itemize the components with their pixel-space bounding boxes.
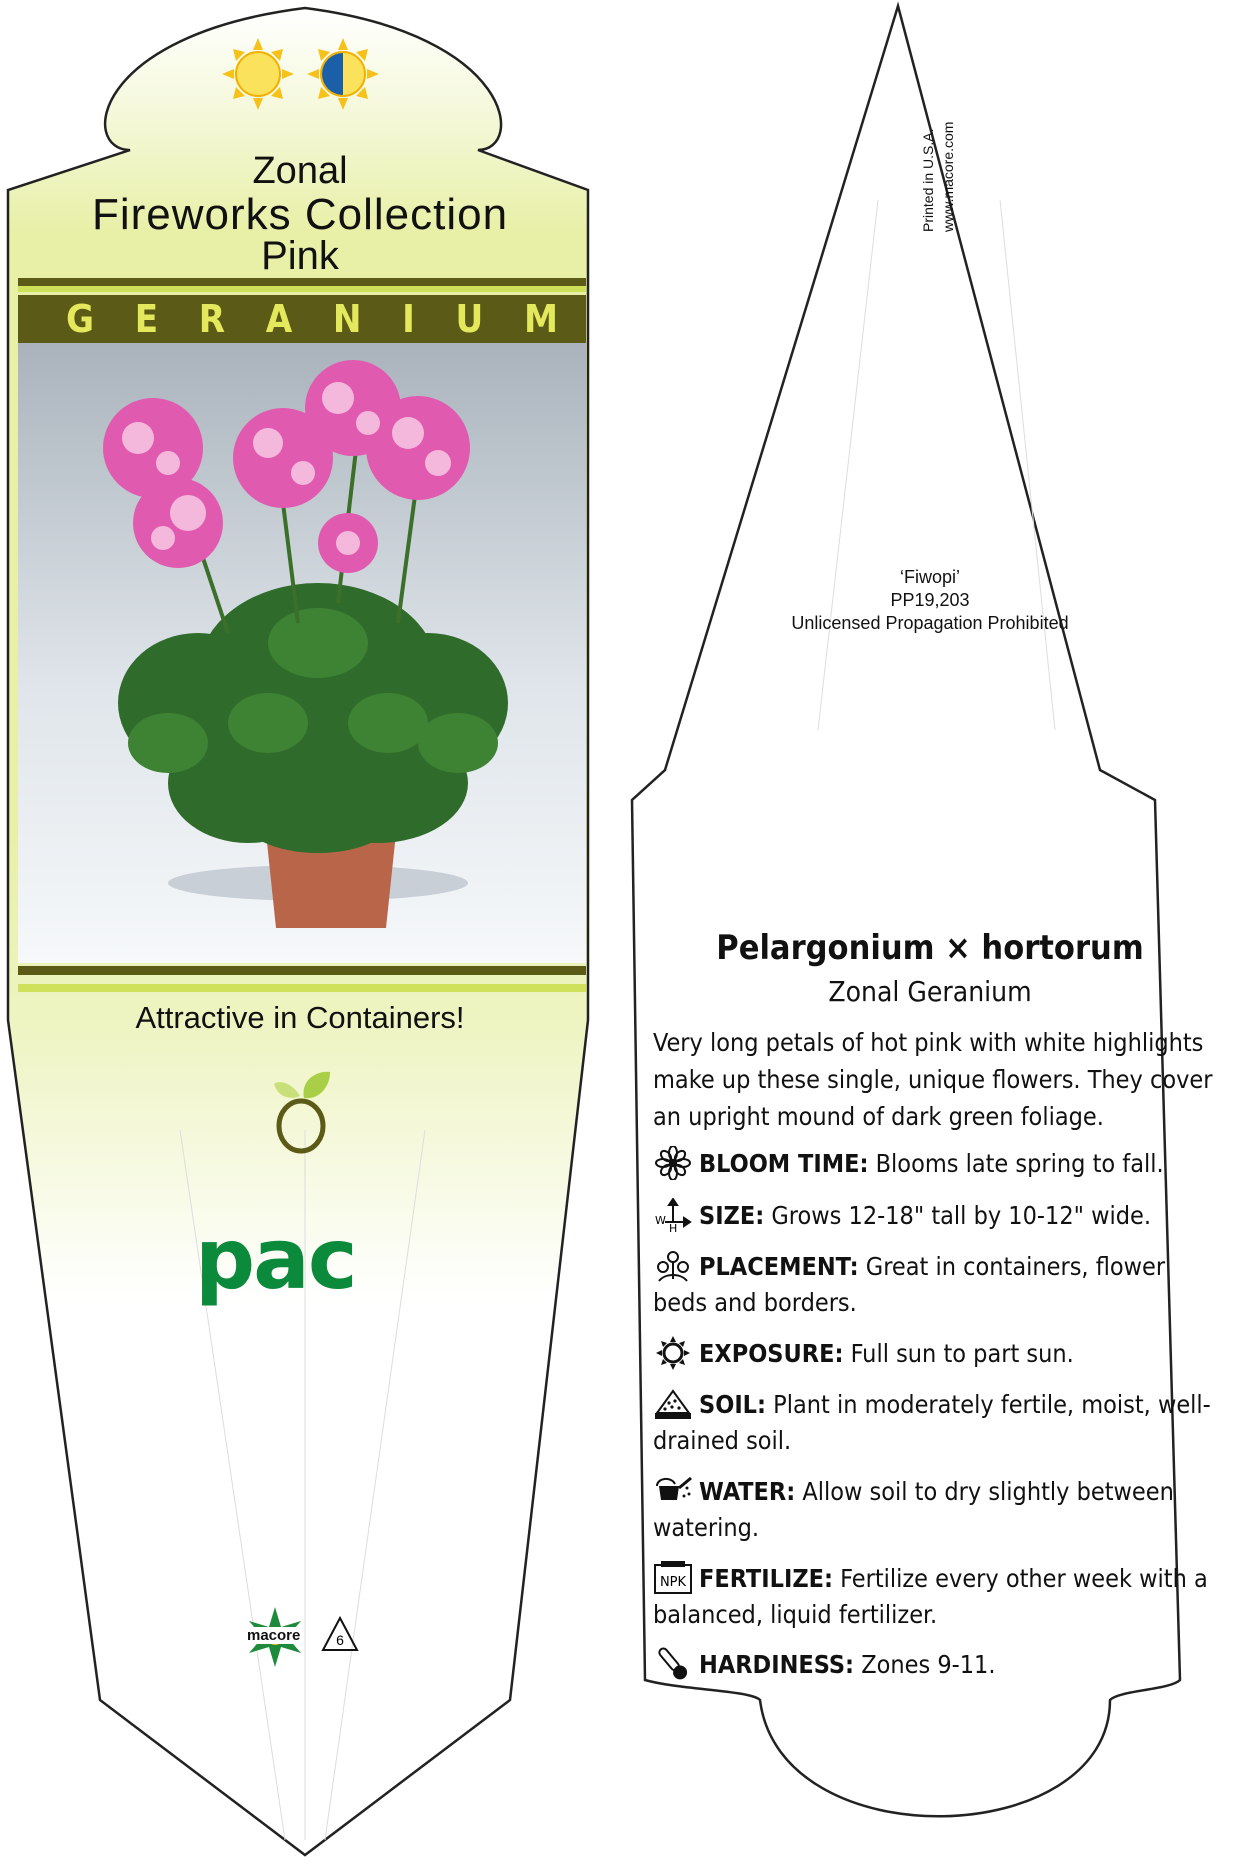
care-text: Great in containers, flower beds and borders. <box>653 1252 1166 1317</box>
size-icon <box>653 1198 693 1232</box>
care-item-bloom <box>653 1146 1213 1182</box>
title-divider <box>18 278 586 286</box>
placement-icon <box>653 1249 693 1283</box>
care-label: FERTILIZE: <box>699 1564 834 1593</box>
care-text: Full sun to part sun. <box>843 1339 1074 1368</box>
care-label: SOIL: <box>699 1390 767 1419</box>
care-text: Allow soil to dry slightly between watering. <box>653 1477 1174 1542</box>
tagline: Attractive in Containers! <box>135 1000 465 1035</box>
printed-line-1: Printed in U.S.A. <box>920 128 936 232</box>
photo-divider <box>18 966 586 975</box>
recycle-number: 6 <box>336 1632 344 1648</box>
care-label: SIZE: <box>699 1201 765 1230</box>
printed-line-2: www.macore.com <box>940 121 956 232</box>
pac-brand-logo: pac <box>195 1210 356 1308</box>
soil-icon <box>653 1387 693 1421</box>
care-item-soil <box>653 1387 1213 1459</box>
scientific-name: Pelargonium × hortorum <box>716 928 1144 968</box>
title-divider-light <box>18 286 586 292</box>
care-item-size <box>653 1198 1213 1234</box>
care-label: WATER: <box>699 1477 796 1506</box>
size-icon-w: W <box>655 1214 666 1227</box>
genus-letter: A <box>265 297 293 341</box>
care-label: EXPOSURE: <box>699 1339 844 1368</box>
cultivar-name: ‘Fiwopi’ <box>899 567 960 587</box>
genus-letter: R <box>198 297 226 341</box>
care-text: Plant in moderately fertile, moist, well-drained soil. <box>653 1390 1211 1455</box>
patent-number: PP19,203 <box>890 590 970 610</box>
photo-divider-light <box>18 984 586 992</box>
genus-letter: G <box>66 297 95 341</box>
care-item-hardiness <box>653 1647 1213 1683</box>
propagation-notice: Unlicensed Propagation Prohibited <box>791 613 1069 633</box>
common-name: Zonal Geranium <box>828 975 1032 1008</box>
genus-letter: E <box>134 297 159 341</box>
genus-letter: I <box>402 297 415 341</box>
hardiness-icon <box>653 1647 693 1681</box>
genus-letter: M <box>523 297 558 341</box>
genus-band <box>18 295 586 343</box>
title-line-2: Fireworks Collection <box>91 190 509 239</box>
care-text: Zones 9-11. <box>854 1650 996 1679</box>
fertilize-icon <box>653 1561 693 1595</box>
bloom-icon <box>653 1146 693 1180</box>
genus-letter: N <box>332 297 362 341</box>
care-item-placement <box>653 1249 1213 1321</box>
care-text: Grows 12-18" tall by 10-12" wide. <box>764 1201 1152 1230</box>
care-item-fertilize <box>653 1561 1213 1633</box>
care-label: HARDINESS: <box>699 1650 855 1679</box>
care-text: Fertilize every other week with a balanced, liquid fertilizer. <box>653 1564 1208 1629</box>
exposure-icon <box>653 1336 693 1370</box>
care-label: PLACEMENT: <box>699 1252 859 1281</box>
water-icon <box>653 1474 693 1508</box>
size-icon-h: H <box>669 1222 678 1232</box>
care-item-exposure <box>653 1336 1213 1372</box>
plant-photo <box>18 343 586 963</box>
title-line-1: Zonal <box>252 150 348 192</box>
npk-label: NPK <box>659 1575 687 1590</box>
genus-letter: U <box>455 297 484 341</box>
seed-logo-icon <box>270 1068 334 1154</box>
macore-logo-text: macore <box>247 1627 301 1644</box>
title-line-3: Pink <box>261 234 339 278</box>
recycle-icon <box>320 1615 360 1655</box>
care-text: Blooms late spring to fall. <box>868 1149 1164 1178</box>
care-label: BLOOM TIME: <box>699 1149 869 1178</box>
care-item-water <box>653 1474 1213 1546</box>
plant-description: Very long petals of hot pink with white highlights make up these single, unique flowers. They cover an upright mound of dark green foliage. <box>653 1028 1213 1131</box>
